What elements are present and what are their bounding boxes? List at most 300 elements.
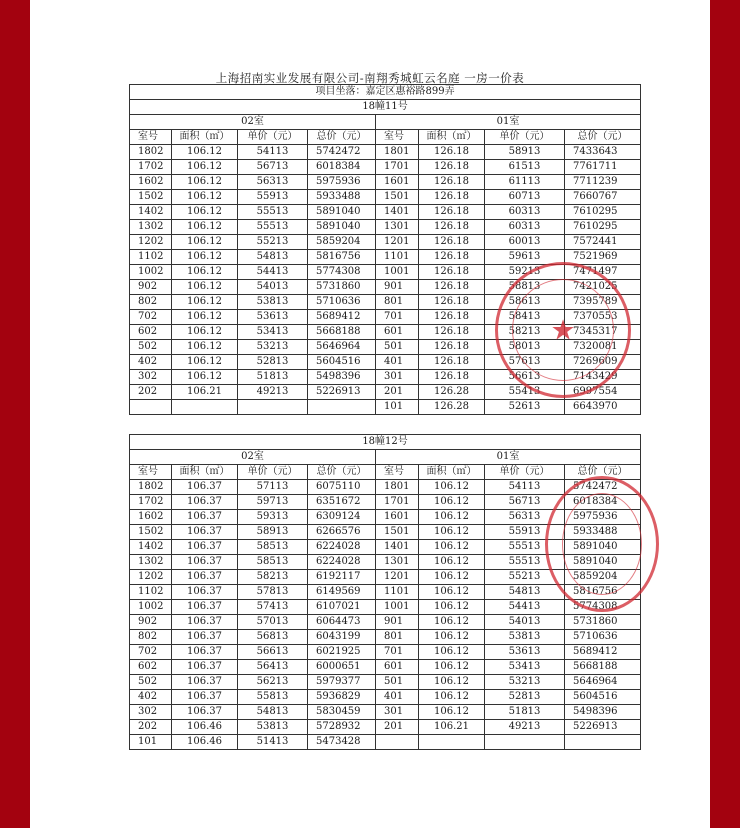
table-row bbox=[130, 205, 641, 220]
area-cell: 126.18 bbox=[419, 340, 485, 355]
unit-price-cell: 58913 bbox=[238, 525, 308, 540]
unit-price-cell: 55813 bbox=[238, 690, 308, 705]
unit-price-cell: 51413 bbox=[238, 735, 308, 750]
area-cell: 106.12 bbox=[172, 325, 238, 340]
unit-price-cell: 53213 bbox=[238, 340, 308, 355]
table-row bbox=[130, 190, 641, 205]
area-cell: 106.12 bbox=[419, 510, 485, 525]
unit-price-cell: 56213 bbox=[238, 675, 308, 690]
area-cell: 126.18 bbox=[419, 250, 485, 265]
area-cell: 106.37 bbox=[172, 570, 238, 585]
room-number-cell: 201 bbox=[376, 720, 419, 735]
room-number-cell: 1002 bbox=[130, 600, 172, 615]
area-cell: 126.18 bbox=[419, 295, 485, 310]
area-cell: 106.21 bbox=[172, 385, 238, 400]
document-title: 上海招南实业发展有限公司-南翔秀城虹云名庭 一房一价表 bbox=[215, 71, 525, 85]
unit-price-cell: 59713 bbox=[238, 495, 308, 510]
room-number-cell: 702 bbox=[130, 645, 172, 660]
unit-price-cell: 53213 bbox=[485, 675, 565, 690]
room-number-cell: 301 bbox=[376, 370, 419, 385]
unit-price-cell: 60313 bbox=[485, 205, 565, 220]
area-cell: 106.46 bbox=[172, 720, 238, 735]
area-cell: 106.12 bbox=[172, 295, 238, 310]
unit-price-cell: 53613 bbox=[485, 645, 565, 660]
room-number-cell: 601 bbox=[376, 660, 419, 675]
area-cell: 126.18 bbox=[419, 145, 485, 160]
area-cell: 106.12 bbox=[172, 160, 238, 175]
room-number-cell: 1202 bbox=[130, 570, 172, 585]
unit-price-cell: 53613 bbox=[238, 310, 308, 325]
total-price-cell: 5731860 bbox=[565, 615, 641, 630]
area-cell: 106.12 bbox=[172, 190, 238, 205]
area-cell: 106.37 bbox=[172, 645, 238, 660]
total-price-cell: 7143429 bbox=[565, 370, 641, 385]
unit-price-cell: 49213 bbox=[485, 720, 565, 735]
area-cell: 106.12 bbox=[419, 480, 485, 495]
area-cell: 106.12 bbox=[172, 310, 238, 325]
column-header-area: 面积（㎡） bbox=[172, 130, 238, 145]
room-number-cell: 1102 bbox=[130, 585, 172, 600]
total-price-cell: 5859204 bbox=[308, 235, 376, 250]
area-cell: 106.12 bbox=[172, 370, 238, 385]
room-number-cell: 101 bbox=[376, 400, 419, 415]
room-number-cell: 602 bbox=[130, 660, 172, 675]
room-number-cell: 1301 bbox=[376, 220, 419, 235]
unit-price-cell bbox=[238, 400, 308, 415]
area-cell: 126.28 bbox=[419, 400, 485, 415]
room-number-cell: 1601 bbox=[376, 175, 419, 190]
unit-price-cell: 55213 bbox=[238, 235, 308, 250]
total-price-cell: 6000651 bbox=[308, 660, 376, 675]
total-price-cell: 5891040 bbox=[308, 205, 376, 220]
table-row bbox=[130, 660, 641, 675]
unit-price-cell: 57613 bbox=[485, 355, 565, 370]
document-sheet bbox=[30, 0, 710, 828]
total-price-cell: 5689412 bbox=[565, 645, 641, 660]
area-cell: 106.12 bbox=[419, 630, 485, 645]
total-price-cell: 5646964 bbox=[308, 340, 376, 355]
area-cell: 126.18 bbox=[419, 175, 485, 190]
unit-price-cell: 55913 bbox=[238, 190, 308, 205]
unit-price-cell: 53413 bbox=[238, 325, 308, 340]
area-cell: 126.18 bbox=[419, 265, 485, 280]
room-number-cell: 1002 bbox=[130, 265, 172, 280]
unit-price-cell: 54813 bbox=[485, 585, 565, 600]
area-cell: 106.12 bbox=[172, 220, 238, 235]
table-row bbox=[130, 235, 641, 250]
unit-price-cell: 53813 bbox=[238, 295, 308, 310]
area-cell: 106.12 bbox=[172, 340, 238, 355]
unit-price-cell: 54813 bbox=[238, 250, 308, 265]
room-number-cell: 602 bbox=[130, 325, 172, 340]
room-number-cell: 701 bbox=[376, 645, 419, 660]
unit-price-cell: 59613 bbox=[485, 250, 565, 265]
unit-price-cell: 53813 bbox=[485, 630, 565, 645]
table-row bbox=[130, 735, 641, 750]
area-cell: 106.12 bbox=[172, 145, 238, 160]
unit-price-cell: 55513 bbox=[238, 205, 308, 220]
area-cell: 106.12 bbox=[419, 540, 485, 555]
unit-price-cell: 55513 bbox=[485, 555, 565, 570]
unit-price-cell: 51813 bbox=[238, 370, 308, 385]
unit-price-cell: 58013 bbox=[485, 340, 565, 355]
area-cell: 126.18 bbox=[419, 205, 485, 220]
room-number-cell: 502 bbox=[130, 675, 172, 690]
unit-price-cell: 60713 bbox=[485, 190, 565, 205]
area-cell bbox=[172, 400, 238, 415]
total-price-cell: 5710636 bbox=[308, 295, 376, 310]
unit-price-cell: 54113 bbox=[238, 145, 308, 160]
table-row bbox=[130, 145, 641, 160]
total-price-cell: 5816756 bbox=[565, 585, 641, 600]
total-price-cell: 5774308 bbox=[565, 600, 641, 615]
area-cell: 106.37 bbox=[172, 480, 238, 495]
total-price-cell: 5774308 bbox=[308, 265, 376, 280]
total-price-cell: 7370553 bbox=[565, 310, 641, 325]
unit-price-cell: 56613 bbox=[238, 645, 308, 660]
total-price-cell: 5689412 bbox=[308, 310, 376, 325]
unit-price-cell: 53413 bbox=[485, 660, 565, 675]
area-cell: 106.37 bbox=[172, 690, 238, 705]
area-cell: 106.12 bbox=[419, 600, 485, 615]
area-cell: 106.12 bbox=[419, 555, 485, 570]
room-number-cell: 901 bbox=[376, 615, 419, 630]
unit-price-cell: 58913 bbox=[485, 145, 565, 160]
room-number-cell: 1402 bbox=[130, 540, 172, 555]
column-header-area: 面积（㎡） bbox=[419, 465, 485, 480]
unit-price-cell: 58513 bbox=[238, 555, 308, 570]
area-cell: 106.37 bbox=[172, 615, 238, 630]
column-header-room: 室号 bbox=[376, 130, 419, 145]
unit-price-cell: 55413 bbox=[485, 385, 565, 400]
area-cell: 106.37 bbox=[172, 510, 238, 525]
room-number-cell: 702 bbox=[130, 310, 172, 325]
room-number-cell: 1802 bbox=[130, 145, 172, 160]
table-row bbox=[130, 705, 641, 720]
room-number-cell: 802 bbox=[130, 295, 172, 310]
total-price-cell: 5728932 bbox=[308, 720, 376, 735]
area-cell: 106.12 bbox=[172, 175, 238, 190]
table-row bbox=[130, 630, 641, 645]
area-cell: 106.12 bbox=[172, 250, 238, 265]
area-cell: 126.18 bbox=[419, 355, 485, 370]
unit-price-cell: 56313 bbox=[485, 510, 565, 525]
total-price-cell: 7521969 bbox=[565, 250, 641, 265]
room-number-cell: 201 bbox=[376, 385, 419, 400]
area-cell: 126.18 bbox=[419, 370, 485, 385]
room-number-cell: 802 bbox=[130, 630, 172, 645]
total-price-cell: 5859204 bbox=[565, 570, 641, 585]
room-number-cell: 1001 bbox=[376, 600, 419, 615]
total-price-cell: 7761711 bbox=[565, 160, 641, 175]
company-seal-stamp-2 bbox=[545, 476, 659, 612]
area-cell: 106.12 bbox=[419, 675, 485, 690]
unit-price-cell: 49213 bbox=[238, 385, 308, 400]
total-price-cell: 5979377 bbox=[308, 675, 376, 690]
area-cell: 106.12 bbox=[172, 265, 238, 280]
room-number-cell: 901 bbox=[376, 280, 419, 295]
table-row bbox=[130, 615, 641, 630]
right-red-border bbox=[710, 0, 740, 828]
total-price-cell: 7711239 bbox=[565, 175, 641, 190]
unit-label-left: 02室 bbox=[130, 115, 376, 130]
area-cell: 106.12 bbox=[172, 235, 238, 250]
unit-price-cell: 54013 bbox=[485, 615, 565, 630]
column-header-unit-price: 单价（元） bbox=[238, 130, 308, 145]
room-number-cell: 1701 bbox=[376, 495, 419, 510]
unit-price-cell: 56313 bbox=[238, 175, 308, 190]
room-number-cell: 601 bbox=[376, 325, 419, 340]
area-cell: 106.12 bbox=[419, 690, 485, 705]
total-price-cell: 7433643 bbox=[565, 145, 641, 160]
total-price-cell: 7610295 bbox=[565, 205, 641, 220]
area-cell: 126.18 bbox=[419, 310, 485, 325]
room-number-cell: 401 bbox=[376, 355, 419, 370]
unit-price-cell: 55213 bbox=[485, 570, 565, 585]
area-cell: 106.12 bbox=[419, 495, 485, 510]
area-cell: 106.12 bbox=[172, 355, 238, 370]
total-price-cell: 5742472 bbox=[308, 145, 376, 160]
total-price-cell: 5891040 bbox=[565, 540, 641, 555]
unit-price-cell: 56713 bbox=[485, 495, 565, 510]
total-price-cell bbox=[308, 400, 376, 415]
unit-price-cell: 55513 bbox=[238, 220, 308, 235]
area-cell: 106.12 bbox=[419, 660, 485, 675]
column-header-total-price: 总价（元） bbox=[565, 465, 641, 480]
unit-price-cell: 58213 bbox=[238, 570, 308, 585]
total-price-cell: 6224028 bbox=[308, 540, 376, 555]
unit-price-cell: 55913 bbox=[485, 525, 565, 540]
area-cell: 106.12 bbox=[419, 525, 485, 540]
total-price-cell: 6064473 bbox=[308, 615, 376, 630]
room-number-cell: 1501 bbox=[376, 525, 419, 540]
area-cell: 106.21 bbox=[419, 720, 485, 735]
room-number-cell: 1602 bbox=[130, 175, 172, 190]
area-cell: 106.12 bbox=[419, 645, 485, 660]
unit-price-cell: 59313 bbox=[238, 510, 308, 525]
unit-label-right: 01室 bbox=[376, 450, 641, 465]
total-price-cell: 7572441 bbox=[565, 235, 641, 250]
room-number-cell: 1702 bbox=[130, 495, 172, 510]
room-number-cell: 1501 bbox=[376, 190, 419, 205]
area-cell: 106.37 bbox=[172, 585, 238, 600]
room-number-cell: 801 bbox=[376, 295, 419, 310]
total-price-cell: 5668188 bbox=[308, 325, 376, 340]
table-row bbox=[130, 400, 641, 415]
unit-price-cell: 58813 bbox=[485, 280, 565, 295]
unit-price-cell: 56613 bbox=[485, 370, 565, 385]
area-cell: 126.18 bbox=[419, 280, 485, 295]
unit-price-cell: 54413 bbox=[485, 600, 565, 615]
room-number-cell: 302 bbox=[130, 370, 172, 385]
room-number-cell: 1401 bbox=[376, 205, 419, 220]
area-cell: 126.18 bbox=[419, 190, 485, 205]
table-row bbox=[130, 675, 641, 690]
room-number-cell: 1801 bbox=[376, 480, 419, 495]
unit-label-right: 01室 bbox=[376, 115, 641, 130]
area-cell: 126.18 bbox=[419, 235, 485, 250]
room-number-cell: 301 bbox=[376, 705, 419, 720]
room-number-cell: 1202 bbox=[130, 235, 172, 250]
total-price-cell: 6018384 bbox=[565, 495, 641, 510]
column-header-room: 室号 bbox=[130, 130, 172, 145]
room-number-cell: 1601 bbox=[376, 510, 419, 525]
total-price-cell: 6997554 bbox=[565, 385, 641, 400]
room-number-cell: 902 bbox=[130, 615, 172, 630]
total-price-cell: 5226913 bbox=[565, 720, 641, 735]
total-price-cell: 5498396 bbox=[565, 705, 641, 720]
table-row bbox=[130, 175, 641, 190]
total-price-cell: 7345317 bbox=[565, 325, 641, 340]
area-cell: 106.37 bbox=[172, 675, 238, 690]
total-price-cell: 5646964 bbox=[565, 675, 641, 690]
column-header-room: 室号 bbox=[130, 465, 172, 480]
room-number-cell: 902 bbox=[130, 280, 172, 295]
room-number-cell: 1201 bbox=[376, 570, 419, 585]
area-cell: 106.37 bbox=[172, 540, 238, 555]
area-cell: 106.37 bbox=[172, 705, 238, 720]
unit-price-cell: 56413 bbox=[238, 660, 308, 675]
left-red-border bbox=[0, 0, 30, 828]
unit-price-cell: 51813 bbox=[485, 705, 565, 720]
total-price-cell: 6018384 bbox=[308, 160, 376, 175]
unit-price-cell: 57113 bbox=[238, 480, 308, 495]
total-price-cell: 5891040 bbox=[565, 555, 641, 570]
unit-price-cell: 54013 bbox=[238, 280, 308, 295]
total-price-cell: 7320081 bbox=[565, 340, 641, 355]
total-price-cell: 7471497 bbox=[565, 265, 641, 280]
room-number-cell: 1702 bbox=[130, 160, 172, 175]
area-cell bbox=[419, 735, 485, 750]
total-price-cell: 5933488 bbox=[308, 190, 376, 205]
column-header-unit-price: 单价（元） bbox=[485, 465, 565, 480]
area-cell: 106.12 bbox=[419, 615, 485, 630]
unit-price-cell: 60013 bbox=[485, 235, 565, 250]
total-price-cell: 6192117 bbox=[308, 570, 376, 585]
room-number-cell: 801 bbox=[376, 630, 419, 645]
area-cell: 126.18 bbox=[419, 220, 485, 235]
area-cell: 106.12 bbox=[419, 705, 485, 720]
unit-price-cell: 58613 bbox=[485, 295, 565, 310]
room-number-cell: 501 bbox=[376, 675, 419, 690]
unit-price-cell: 54813 bbox=[238, 705, 308, 720]
total-price-cell: 5473428 bbox=[308, 735, 376, 750]
area-cell: 126.18 bbox=[419, 325, 485, 340]
column-header-total-price: 总价（元） bbox=[308, 130, 376, 145]
room-number-cell: 1801 bbox=[376, 145, 419, 160]
total-price-cell: 6021925 bbox=[308, 645, 376, 660]
room-number-cell: 1101 bbox=[376, 250, 419, 265]
total-price-cell: 7269609 bbox=[565, 355, 641, 370]
table-row bbox=[130, 600, 641, 615]
room-number-cell: 202 bbox=[130, 720, 172, 735]
table-row bbox=[130, 645, 641, 660]
room-number-cell: 202 bbox=[130, 385, 172, 400]
total-price-cell: 6043199 bbox=[308, 630, 376, 645]
area-cell: 106.37 bbox=[172, 600, 238, 615]
room-number-cell: 1302 bbox=[130, 220, 172, 235]
area-cell: 106.12 bbox=[419, 570, 485, 585]
unit-price-cell: 58213 bbox=[485, 325, 565, 340]
column-header-room: 室号 bbox=[376, 465, 419, 480]
room-number-cell: 302 bbox=[130, 705, 172, 720]
area-cell: 106.12 bbox=[172, 205, 238, 220]
room-number-cell: 402 bbox=[130, 355, 172, 370]
project-address: 项目坐落：嘉定区惠裕路899弄 bbox=[130, 85, 641, 100]
area-cell: 106.37 bbox=[172, 525, 238, 540]
room-number-cell: 1602 bbox=[130, 510, 172, 525]
unit-price-cell: 52813 bbox=[238, 355, 308, 370]
total-price-cell: 5816756 bbox=[308, 250, 376, 265]
column-header-area: 面积（㎡） bbox=[172, 465, 238, 480]
column-header-unit-price: 单价（元） bbox=[485, 130, 565, 145]
company-seal-stamp bbox=[495, 262, 631, 398]
total-price-cell: 6351672 bbox=[308, 495, 376, 510]
total-price-cell: 6107021 bbox=[308, 600, 376, 615]
total-price-cell: 5604516 bbox=[565, 690, 641, 705]
total-price-cell: 6643970 bbox=[565, 400, 641, 415]
unit-price-cell: 54413 bbox=[238, 265, 308, 280]
unit-price-cell: 57813 bbox=[238, 585, 308, 600]
area-cell: 106.46 bbox=[172, 735, 238, 750]
area-cell: 106.37 bbox=[172, 555, 238, 570]
room-number-cell bbox=[376, 735, 419, 750]
unit-price-cell: 52813 bbox=[485, 690, 565, 705]
area-cell: 126.18 bbox=[419, 160, 485, 175]
table-row bbox=[130, 720, 641, 735]
total-price-cell: 5936829 bbox=[308, 690, 376, 705]
room-number-cell: 1402 bbox=[130, 205, 172, 220]
room-number-cell bbox=[130, 400, 172, 415]
total-price-cell: 7660767 bbox=[565, 190, 641, 205]
total-price-cell: 6224028 bbox=[308, 555, 376, 570]
table-row bbox=[130, 690, 641, 705]
table-row bbox=[130, 220, 641, 235]
area-cell: 106.37 bbox=[172, 660, 238, 675]
room-number-cell: 1502 bbox=[130, 190, 172, 205]
total-price-cell: 5891040 bbox=[308, 220, 376, 235]
unit-price-cell bbox=[485, 735, 565, 750]
seal-star-icon: ★ bbox=[550, 313, 576, 347]
total-price-cell: 5975936 bbox=[308, 175, 376, 190]
area-cell: 106.37 bbox=[172, 630, 238, 645]
total-price-cell: 5742472 bbox=[565, 480, 641, 495]
building-name: 18幢11号 bbox=[130, 100, 641, 115]
total-price-cell: 5226913 bbox=[308, 385, 376, 400]
total-price-cell: 6149569 bbox=[308, 585, 376, 600]
column-header-unit-price: 单价（元） bbox=[238, 465, 308, 480]
column-header-area: 面积（㎡） bbox=[419, 130, 485, 145]
total-price-cell: 6075110 bbox=[308, 480, 376, 495]
unit-price-cell: 58413 bbox=[485, 310, 565, 325]
unit-price-cell: 56813 bbox=[238, 630, 308, 645]
area-cell: 106.37 bbox=[172, 495, 238, 510]
room-number-cell: 101 bbox=[130, 735, 172, 750]
total-price-cell: 5604516 bbox=[308, 355, 376, 370]
unit-price-cell: 58513 bbox=[238, 540, 308, 555]
room-number-cell: 1102 bbox=[130, 250, 172, 265]
total-price-cell bbox=[565, 735, 641, 750]
room-number-cell: 1101 bbox=[376, 585, 419, 600]
unit-label-left: 02室 bbox=[130, 450, 376, 465]
unit-price-cell: 61113 bbox=[485, 175, 565, 190]
room-number-cell: 1201 bbox=[376, 235, 419, 250]
unit-price-cell: 59213 bbox=[485, 265, 565, 280]
total-price-cell: 6266576 bbox=[308, 525, 376, 540]
area-cell: 126.28 bbox=[419, 385, 485, 400]
total-price-cell: 5933488 bbox=[565, 525, 641, 540]
total-price-cell: 7421025 bbox=[565, 280, 641, 295]
